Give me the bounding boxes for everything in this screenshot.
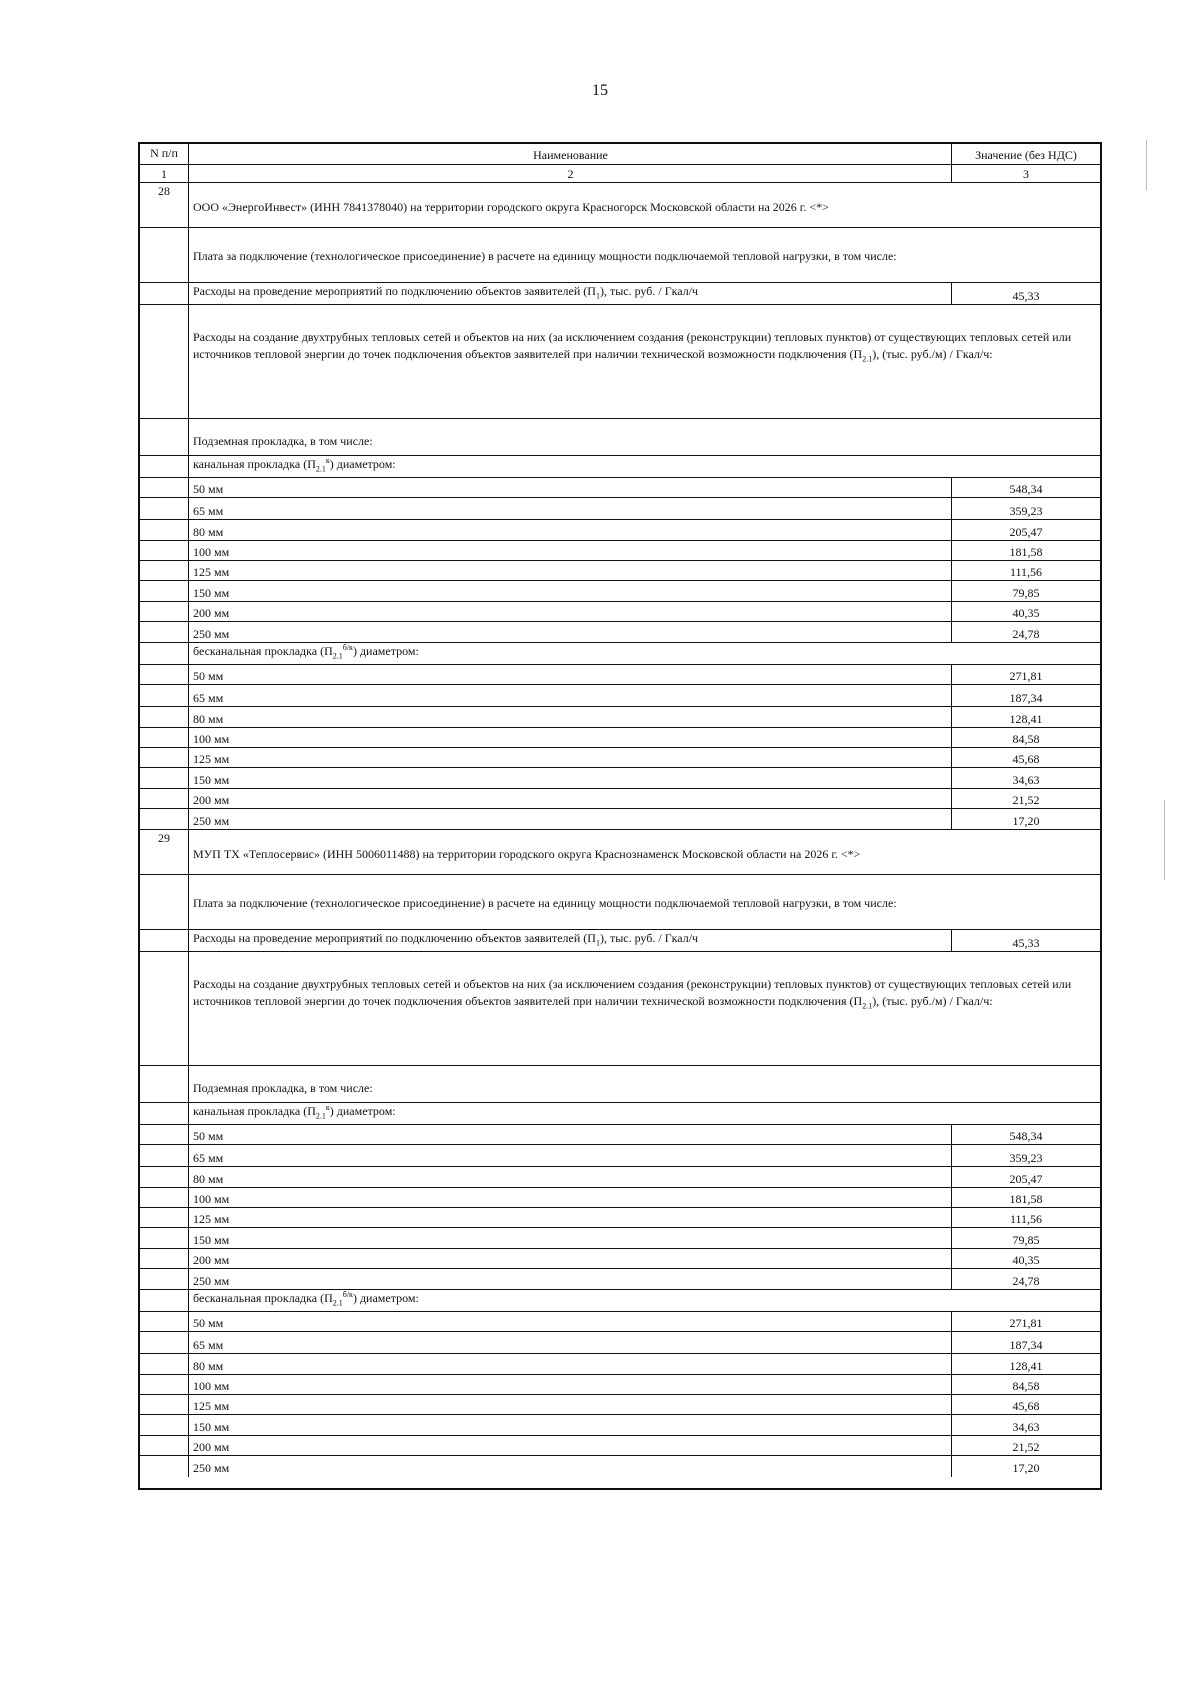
margin-mark-right [1146, 140, 1147, 190]
payment-heading: Плата за подключение (технологическое присоединение) в расчете на единицу мощности подключаемой тепловой нагрузки, в том числе: [193, 249, 897, 263]
channel-heading-row [140, 1102, 1100, 1125]
p21-row [140, 304, 1100, 419]
table-row [140, 497, 1100, 520]
diameter-label: 65 мм [193, 691, 224, 705]
diameter-label: 250 мм [193, 1274, 230, 1288]
table-row [140, 1166, 1100, 1188]
diameter-label: 250 мм [193, 814, 230, 828]
underground-label: Подземная прокладка, в том числе: [193, 434, 373, 448]
header-name: Наименование [533, 148, 608, 162]
payment-heading-row [140, 874, 1100, 930]
diameter-label: 125 мм [193, 1399, 230, 1413]
diameter-label: 100 мм [193, 1192, 230, 1206]
diameter-label: 200 мм [193, 1440, 230, 1454]
p21-text: Расходы на создание двухтрубных тепловых сетей и объектов на них (за исключением создания (реконструкции) тепловых пунктов) от существующих тепловых сетей или источников тепловой энергии до точек подключения объектов заявителей при наличии технической возможности подключения $(П_{2.1})$, (тыс. руб./м) / Гкал/ч: [193, 977, 1072, 1011]
diameter-label: 150 мм [193, 1420, 230, 1434]
table-row [140, 1187, 1100, 1208]
value-cell: 24,78 [1012, 627, 1040, 641]
table-row [140, 560, 1100, 581]
table-row [140, 727, 1100, 748]
diameter-label: 80 мм [193, 712, 224, 726]
value-cell: 181,58 [1009, 1192, 1043, 1206]
superscript: к [325, 1102, 330, 1112]
table-row [140, 1144, 1100, 1167]
ductless-heading-row [140, 1289, 1100, 1312]
diameter-label: 250 мм [193, 1461, 230, 1475]
table-row [140, 477, 1100, 498]
ductless-label: бесканальная прокладка $(П_{2.1}^{б/к})$ диаметром: [193, 642, 419, 660]
channel-label: канальная прокладка $(П_{2.1}^к)$ диаметром: [193, 1102, 396, 1120]
value-cell: 271,81 [1009, 669, 1043, 683]
value-cell: 359,23 [1009, 1151, 1043, 1165]
diameter-label: 125 мм [193, 1212, 230, 1226]
subscript: 1 [595, 938, 600, 947]
value-cell: 548,34 [1009, 482, 1043, 496]
index-num: 1 [161, 167, 167, 181]
table-row [140, 1353, 1100, 1375]
channel-heading-row [140, 455, 1100, 478]
underground-row [140, 1065, 1100, 1103]
table-row [140, 1248, 1100, 1269]
value-cell: 45,68 [1012, 1399, 1040, 1413]
table-row [140, 580, 1100, 602]
table-index-row [140, 164, 1100, 183]
value-cell: 181,58 [1009, 545, 1043, 559]
page-number: 15 [592, 82, 608, 99]
payment-heading: Плата за подключение (технологическое присоединение) в расчете на единицу мощности подключаемой тепловой нагрузки, в том числе: [193, 896, 897, 910]
diameter-label: 100 мм [193, 732, 230, 746]
table-row [140, 808, 1100, 830]
diameter-label: 65 мм [193, 504, 224, 518]
diameter-label: 200 мм [193, 1253, 230, 1267]
diameter-label: 250 мм [193, 627, 230, 641]
section-title-row [140, 829, 1100, 875]
table-row [140, 1374, 1100, 1395]
table-row [140, 706, 1100, 728]
table-row [140, 684, 1100, 707]
value-cell: 205,47 [1009, 525, 1043, 539]
subscript: 2.1 [862, 1001, 873, 1011]
diameter-label: 150 мм [193, 586, 230, 600]
table-row [140, 1311, 1100, 1332]
table-header-row [140, 142, 1100, 164]
diameter-label: 125 мм [193, 565, 230, 579]
diameter-label: 100 мм [193, 545, 230, 559]
subscript: 2.1 [332, 1298, 343, 1307]
table-row [140, 1124, 1100, 1145]
p1-row [140, 929, 1100, 952]
subscript: 2.1 [332, 651, 343, 660]
value-cell: 205,47 [1009, 1172, 1043, 1186]
index-value: 3 [1023, 167, 1029, 181]
channel-label: канальная прокладка $(П_{2.1}^к)$ диаметром: [193, 455, 396, 473]
subscript: 2.1 [315, 464, 326, 473]
table-row [140, 540, 1100, 561]
diameter-label: 80 мм [193, 1359, 224, 1373]
p1-value: 45,33 [1012, 289, 1040, 303]
diameter-label: 65 мм [193, 1151, 224, 1165]
value-cell: 21,52 [1012, 1440, 1040, 1454]
diameter-label: 100 мм [193, 1379, 230, 1393]
p1-row [140, 282, 1100, 305]
table-row [140, 1455, 1100, 1477]
section-title: ООО «ЭнергоИнвест» (ИНН 7841378040) на территории городского округа Красногорск Московской области на 2026 г. <*> [193, 200, 829, 214]
table-row [140, 1207, 1100, 1228]
table-row [140, 519, 1100, 541]
value-cell: 79,85 [1012, 586, 1040, 600]
value-cell: 128,41 [1009, 1359, 1043, 1373]
table-row [140, 1435, 1100, 1456]
value-cell: 271,81 [1009, 1316, 1043, 1330]
header-num: N п/п [150, 146, 178, 160]
value-cell: 40,35 [1012, 1253, 1040, 1267]
value-cell: 359,23 [1009, 504, 1043, 518]
index-name: 2 [567, 167, 574, 181]
value-cell: 548,34 [1009, 1129, 1043, 1143]
diameter-label: 50 мм [193, 482, 224, 496]
diameter-label: 200 мм [193, 606, 230, 620]
section-title: МУП ТХ «Теплосервис» (ИНН 5006011488) на территории городского округа Краснознаменск Московской области на 2026 г. <*> [193, 847, 861, 861]
subscript: 2.1 [862, 354, 873, 364]
value-cell: 34,63 [1012, 1420, 1040, 1434]
value-cell: 111,56 [1009, 1212, 1043, 1226]
value-cell: 187,34 [1009, 1338, 1043, 1352]
value-cell: 45,68 [1012, 752, 1040, 766]
margin-mark-right-lower [1164, 800, 1165, 880]
value-cell: 84,58 [1012, 732, 1040, 746]
value-cell: 187,34 [1009, 691, 1043, 705]
table-row [140, 664, 1100, 685]
diameter-label: 50 мм [193, 669, 224, 683]
p1-label: Расходы на проведение мероприятий по подключению объектов заявителей $(П_1)$, тыс. руб. / Гкал/ч [193, 930, 699, 947]
p1-value: 45,33 [1012, 936, 1040, 950]
diameter-label: 50 мм [193, 1316, 224, 1330]
diameter-label: 150 мм [193, 1233, 230, 1247]
p21-text: Расходы на создание двухтрубных тепловых сетей и объектов на них (за исключением создания (реконструкции) тепловых пунктов) от существующих тепловых сетей или источников тепловой энергии до точек подключения объектов заявителей при наличии технической возможности подключения $(П_{2.1})$, (тыс. руб./м) / Гкал/ч: [193, 330, 1072, 364]
p21-row [140, 951, 1100, 1066]
table-row [140, 747, 1100, 768]
diameter-label: 80 мм [193, 525, 224, 539]
superscript: б/к [342, 642, 353, 652]
value-cell: 79,85 [1012, 1233, 1040, 1247]
value-cell: 17,20 [1012, 814, 1040, 828]
ductless-label: бесканальная прокладка $(П_{2.1}^{б/к})$ диаметром: [193, 1289, 419, 1307]
section-number: 28 [158, 184, 170, 198]
diameter-label: 80 мм [193, 1172, 224, 1186]
table-row [140, 1394, 1100, 1415]
p1-label: Расходы на проведение мероприятий по подключению объектов заявителей $(П_1)$, тыс. руб. / Гкал/ч [193, 283, 699, 300]
subscript: 2.1 [315, 1111, 326, 1120]
table-row [140, 1227, 1100, 1249]
diameter-label: 50 мм [193, 1129, 224, 1143]
table-row [140, 788, 1100, 809]
section-number: 29 [158, 831, 170, 845]
value-cell: 111,56 [1009, 565, 1043, 579]
subscript: 1 [595, 291, 600, 300]
value-cell: 17,20 [1012, 1461, 1040, 1475]
table-row [140, 601, 1100, 622]
tariff-table [138, 142, 1102, 1490]
value-cell: 24,78 [1012, 1274, 1040, 1288]
diameter-label: 200 мм [193, 793, 230, 807]
payment-heading-row [140, 227, 1100, 283]
table-row [140, 767, 1100, 789]
table-row [140, 1331, 1100, 1354]
table-row [140, 1414, 1100, 1436]
underground-label: Подземная прокладка, в том числе: [193, 1081, 373, 1095]
value-cell: 84,58 [1012, 1379, 1040, 1393]
diameter-label: 65 мм [193, 1338, 224, 1352]
ductless-heading-row [140, 642, 1100, 665]
value-cell: 128,41 [1009, 712, 1043, 726]
underground-row [140, 418, 1100, 456]
superscript: к [325, 455, 330, 465]
value-cell: 34,63 [1012, 773, 1040, 787]
header-value: Значение (без НДС) [975, 148, 1077, 162]
diameter-label: 125 мм [193, 752, 230, 766]
value-cell: 40,35 [1012, 606, 1040, 620]
superscript: б/к [342, 1289, 353, 1299]
value-cell: 21,52 [1012, 793, 1040, 807]
section-title-row [140, 182, 1100, 228]
diameter-label: 150 мм [193, 773, 230, 787]
